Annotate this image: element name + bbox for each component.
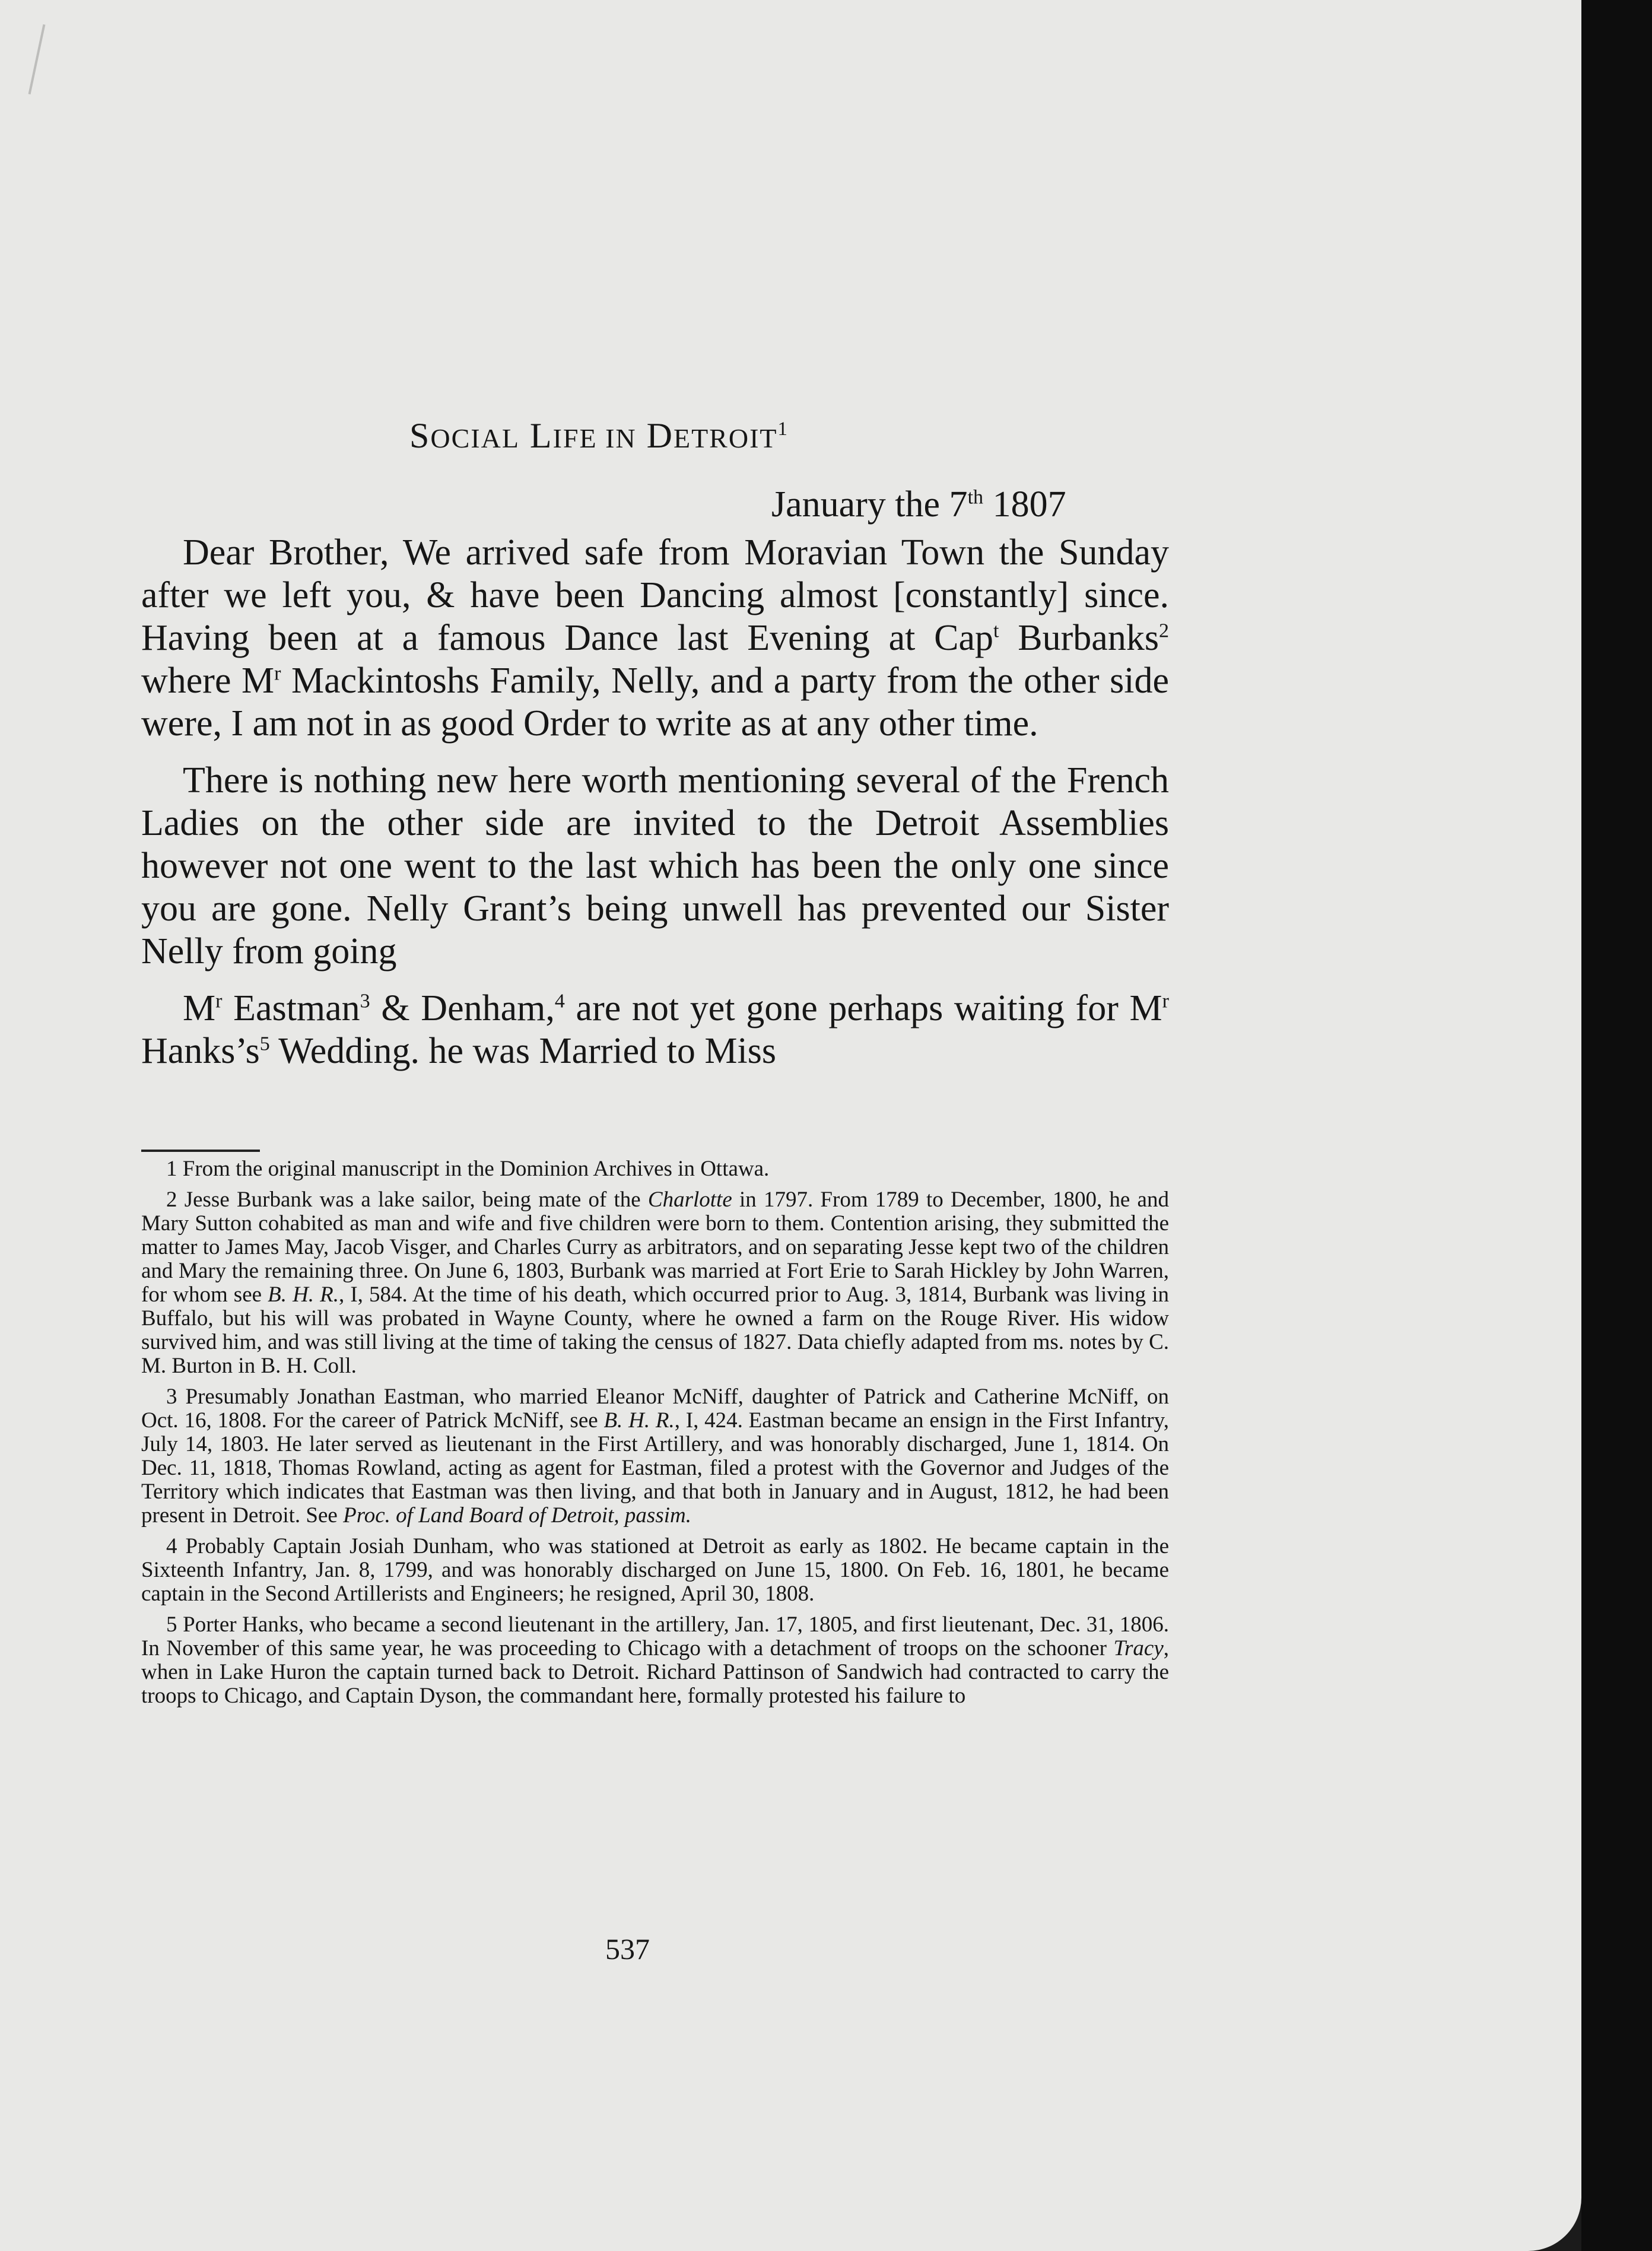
footnote-2: 2 Jesse Burbank was a lake sailor, being mate of the Charlotte in 1797. From 1789 to December, 1800, he and Mary Sutton cohabited as man and wife and five children were born to them. Contention arising, they submitted the matter to James May, Jacob Visger, and Charles Curry as arbitrators, and on separating Jesse kept two of the children and Mary the remaining three. On June 6, 1803, Burbank was married at Fort Erie to Sarah Hickley by John Warren, for whom see B. H. R., I, 584. At the time of his death, which occurred prior to Aug. 3, 1814, Burbank was living in Buffalo, but his will was probated in Wayne County, where he owned a farm on the Rouge River. His widow survived him, and was still living at the time of taking the census of 1827. Data chiefly adapted from ms. notes by C. M. Burton in B. H. Coll. (141, 1188, 1169, 1378)
footnote-5: 5 Porter Hanks, who became a second lieutenant in the artillery, Jan. 17, 1805, and first lieutenant, Dec. 31, 1806. In November of this same year, he was proceeding to Chicago with a detachment of troops on the schooner Tracy, when in Lake Huron the captain turned back to Detroit. Richard Pattinson of Sandwich had contracted to carry the troops to Chicago, and Captain Dyson, the commandant here, formally protested his failure to (141, 1612, 1169, 1708)
footnote-4: 4 Probably Captain Josiah Dunham, who was stationed at Detroit as early as 1802. He became captain in the Sixteenth Infantry, Jan. 8, 1799, and was honorably discharged on June 15, 1800. On Feb. 16, 1801, he became captain in the Second Artillerists and Engineers; he resigned, April 30, 1808. (141, 1534, 1169, 1606)
letter-paragraph: $M^r$ Eastman$^3$ & Denham,$^4$ are not yet gone perhaps waiting for $M^r$ $Hanks’s^5$ Wedding. he was Married to Miss (141, 988, 1169, 1071)
footnote-1: 1 From the original manuscript in the Dominion Archives in Ottawa. (166, 1157, 770, 1181)
scan-border (1581, 0, 1652, 2251)
footnotes (141, 1157, 1169, 1715)
title-footnote-ref: 1 (777, 418, 789, 440)
letter-paragraph: Dear Brother, We arrived safe from Moravian Town the Sunday after we left you, & have been Dancing almost [constantly] since. Having been at a famous Dance last Evening at Cap$^t$ Burbanks$^2$ where $M^r$ Mackintoshs Family, Nelly, and a party from the other side were, I am not in as good Order to write as at any other time. (141, 532, 1169, 744)
page-number: 537 (605, 1932, 650, 1966)
footnote-3: 3 Presumably Jonathan Eastman, who married Eleanor McNiff, daughter of Patrick and Catherine McNiff, on Oct. 16, 1808. For the career of Patrick McNiff, see B. H. R., I, 424. Eastman became an ensign in the First Infantry, July 14, 1803. He later served as lieutenant in the First Artillery, and was honorably discharged, June 1, 1814. On Dec. 11, 1818, Thomas Rowland, acting as agent for Eastman, filed a protest with the Governor and Judges of the Territory which indicates that Eastman was then living, and that both in January and in August, 1812, he had been present in Detroit. See Proc. of Land Board of Detroit, passim. (141, 1385, 1169, 1528)
footnote-rule (141, 1150, 260, 1152)
letter-paragraph: There is nothing new here worth mentioning several of the French Ladies on the other side are invited to the Detroit Assemblies however not one went to the last which has been the only one since you are gone. Nelly Grant’s being unwell has prevented our Sister Nelly from going (141, 760, 1169, 971)
letter-date: January the 7th 1807 (771, 484, 1066, 525)
page-mark (28, 24, 46, 94)
letter-body (141, 531, 1169, 1087)
page-title: SOCIAL LIFE IN DETROIT$^1$ (409, 416, 789, 455)
